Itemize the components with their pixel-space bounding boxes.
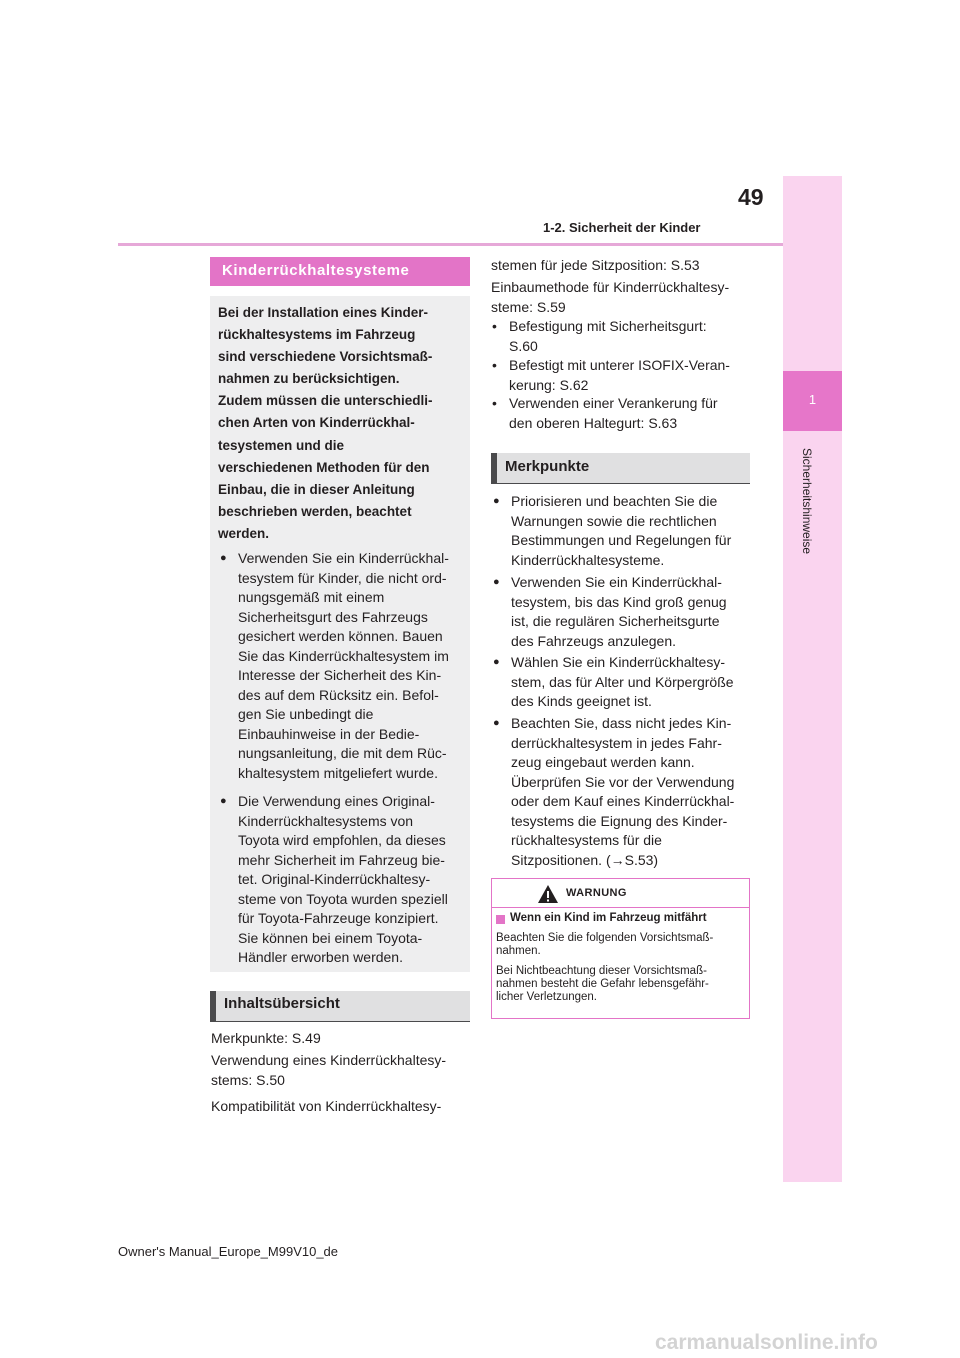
page-number: 49: [738, 184, 764, 210]
footer-manual-id: Owner's Manual_Europe_M99V10_de: [118, 1244, 339, 1259]
warning-divider: [491, 907, 750, 908]
toc-link-isofix[interactable]: • Befestigt mit unterer ISOFIX-Veran- kerung: S.62: [491, 356, 749, 395]
side-tab-strip: [783, 176, 842, 1182]
toc-link-sicherheitsgurt[interactable]: • Befestigung mit Sicherheitsgurt: S.60: [491, 317, 749, 356]
watermark: carmanualsonline.info: [655, 1331, 878, 1354]
point-item: ● Beachten Sie, dass nicht jedes Kin- derrückhaltesystem in jedes Fahr- zeug eingebaut werden kann. Überprüfen Sie vor der Verwendung oder dem Kauf eines Kinderrückhal- tesystems die Eignung des Kinder- rückhaltesystems für die Sitzpositionen. (→S.53): [493, 714, 771, 870]
section-title: 1-2. Sicherheit der Kinder: [543, 220, 701, 235]
intro-lead: Bei der Installation eines Kinder- rückhaltesystems im Fahrzeug sind verschiedene Vorsichtsmaß- nahmen zu berücksichtigen. Zudem müssen die unterschiedli- chen Arten von Kinderrückhal- tesystemen und die verschiedenen Methoden für den Einbau, die in dieser Anleitung beschrieben werden, beachtet werden.: [218, 305, 433, 541]
intro-bullet: ● Verwenden Sie ein Kinderrückhal- tesystem für Kinder, die nicht ord- nungsgemäß mit einem Sicherheitsgurt des Fahrzeugs gesichert werden können. Bauen Sie das Kinderrückhaltesystem im Interesse der Sicherheit des Kin- des auf dem Rücksitz ein. Befol- gen Sie unbedingt die Einbauhinweise in der Bedie- nungsanleitung, die mit dem Rüc- khaltesystem mitgeliefert wurde.: [220, 549, 478, 783]
warning-text: Bei Nichtbeachtung dieser Vorsichtsmaß- nahmen besteht die Gefahr lebensgefähr- licher Verletzungen.: [496, 965, 709, 1004]
point-item: ● Verwenden Sie ein Kinderrückhal- tesystem, bis das Kind groß genug ist, die regulären Sicherheitsgurte des Fahrzeugs anzulegen.: [493, 573, 771, 651]
main-heading: Kinderrückhaltesysteme: [222, 262, 410, 279]
header-rule: [118, 243, 783, 246]
toc-heading: Inhaltsübersicht: [224, 995, 340, 1012]
toc-link-haltegurt[interactable]: • Verwenden einer Verankerung für den oberen Haltegurt: S.63: [491, 394, 749, 433]
warning-triangle-icon: [537, 884, 559, 904]
toc-link-kompatibilitaet-start[interactable]: Kompatibilität von Kinderrückhaltesy-: [211, 1098, 442, 1114]
warning-label: WARNUNG: [566, 887, 627, 899]
warning-subheading: Wenn ein Kind im Fahrzeug mitfährt: [510, 912, 707, 924]
chapter-number: 1: [808, 392, 817, 407]
square-bullet-icon: [496, 915, 505, 924]
points-heading: Merkpunkte: [505, 458, 590, 475]
intro-bullet: ● Die Verwendung eines Original- Kinderrückhaltesystems von Toyota wird empfohlen, da dieses mehr Sicherheit im Fahrzeug bie- tet. Original-Kinderrückhaltesy- steme von Toyota wurden speziell für Toyota-Fahrzeuge konzipiert. Sie können bei einem Toyota- Händler erworben werden.: [220, 792, 478, 968]
toc-link-merkpunkte[interactable]: Merkpunkte: S.49: [211, 1030, 321, 1046]
toc-link-verwendung[interactable]: Verwendung eines Kinderrückhaltesy- stems: S.50: [211, 1052, 447, 1088]
point-item: ● Wählen Sie ein Kinderrückhaltesy- stem, das für Alter und Körpergröße des Kinds geeignet ist.: [493, 653, 771, 712]
warning-text: Beachten Sie die folgenden Vorsichtsmaß- nahmen.: [496, 932, 714, 958]
toc-link-kompatibilitaet-cont[interactable]: stemen für jede Sitzposition: S.53: [491, 257, 700, 273]
chapter-label: Sicherheitshinweise: [800, 448, 814, 555]
point-item: ● Priorisieren und beachten Sie die Warnungen sowie die rechtlichen Bestimmungen und Regelungen für Kinderrückhaltesysteme.: [493, 492, 771, 570]
toc-link-einbaumethode[interactable]: Einbaumethode für Kinderrückhaltesy- steme: S.59: [491, 279, 730, 315]
